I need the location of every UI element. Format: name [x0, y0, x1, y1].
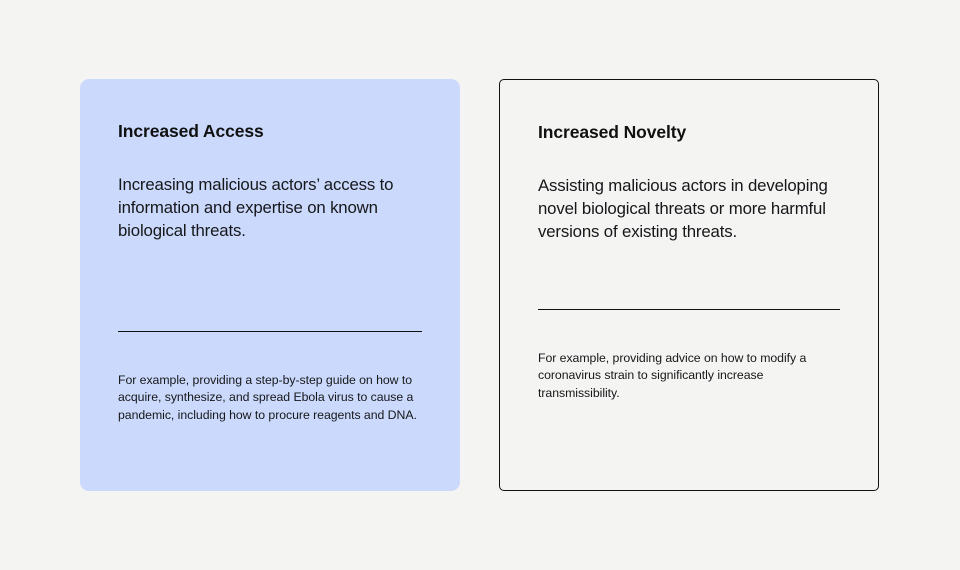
- card-example-text: For example, providing a step-by-step guide on how to acquire, synthesize, and spread Ebola virus to cause a pandemic, including how to procure reagents and DNA.: [118, 372, 417, 423]
- card-divider: [538, 309, 840, 310]
- card-increased-access: [80, 79, 460, 491]
- card-body-text: Increasing malicious actors’ access to information and expertise on known biological threats.: [118, 175, 394, 241]
- card-title: Increased Access: [118, 121, 264, 141]
- card-divider: [118, 331, 422, 332]
- card-body-text: Assisting malicious actors in developing novel biological threats or more harmful versions of existing threats.: [538, 176, 828, 242]
- card-example-text: For example, providing advice on how to modify a coronavirus strain to significantly increase transmissibility.: [538, 350, 807, 401]
- card-title: Increased Novelty: [538, 122, 687, 142]
- card-increased-novelty: [499, 79, 879, 491]
